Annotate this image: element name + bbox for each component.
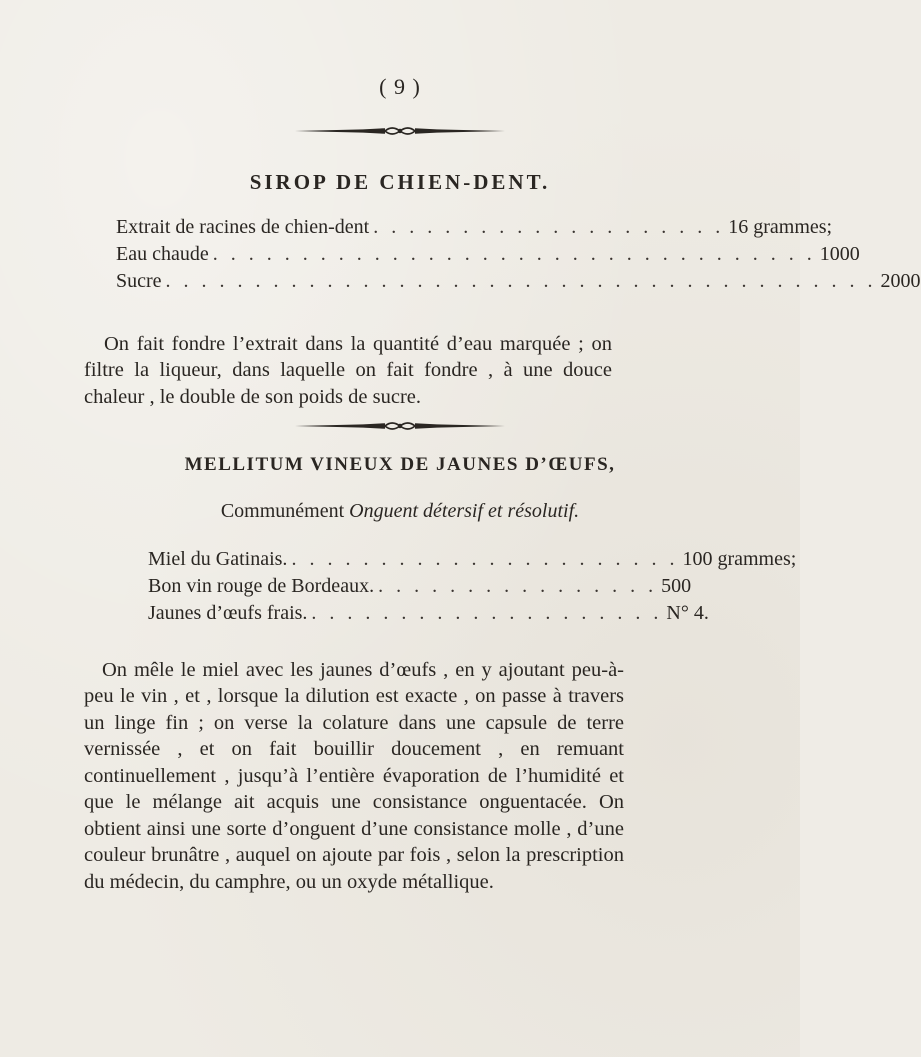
ingredient-list-sirop — [116, 214, 921, 295]
ingredient-quantity: 100 grammes; — [682, 548, 797, 570]
ingredient-quantity: 500 — [661, 575, 692, 597]
instructions-paragraph-mellitum: On mêle le miel avec les jaunes d’œufs , en y ajoutant peu-à-peu le vin , et , lorsque la dilution est exacte , on passe à travers un linge fin ; on verse la colature dans une capsule de terre vernissée , et on fait bouillir doucement , en remuant continuellement , jusqu’à l’entière évaporation de l’humidité et que le mélange ait acquis une consistance onguentacée. On obtient ainsi une sorte d’onguent d’une consistance molle , d’une couleur brunâtre , auquel on ajoute par fois , selon la prescription du médecin, du camphre, ou un oxyde métallique. — [84, 658, 624, 893]
ingredient-name: Miel du Gatinais. — [148, 548, 288, 570]
recipe-title-mellitum: MELLITUM VINEUX DE JAUNES D’ŒUFS, — [184, 454, 616, 475]
leader-dots: . . . . . . . . . . . . . . . . — [378, 575, 658, 597]
ingredient-name: Extrait de racines de chien-dent — [116, 216, 370, 238]
ingredient-name: Jaunes d’œufs frais. — [148, 602, 308, 624]
ingredient-quantity: N° 4. — [666, 602, 709, 624]
ingredient-row — [116, 241, 860, 268]
ingredient-quantity: 1000 — [819, 243, 860, 265]
ingredient-row — [116, 214, 833, 241]
ingredient-quantity: 16 grammes; — [728, 216, 833, 238]
ornamental-rule-top — [0, 124, 800, 138]
page-number: ( 9 ) — [379, 74, 421, 99]
ingredient-row — [148, 573, 692, 600]
subtitle-italic: Onguent détersif et résolutif. — [349, 500, 580, 522]
ornament-divider-icon — [293, 124, 507, 138]
ornament-divider-icon — [293, 419, 507, 433]
ingredient-name: Sucre — [116, 270, 162, 292]
subtitle-prefix: Communément — [220, 500, 345, 522]
ingredient-row — [148, 600, 709, 627]
ingredient-quantity: 2000 — [880, 270, 921, 292]
ingredient-row — [148, 546, 797, 573]
ornamental-rule-middle — [0, 419, 800, 433]
leader-dots: . . . . . . . . . . . . . . . . . . . . . . . . . . . . . . . . . . . . . . . . — [165, 270, 877, 292]
leader-dots: . . . . . . . . . . . . . . . . . . . . — [373, 216, 725, 238]
instructions-paragraph-sirop: On fait fondre l’extrait dans la quantité d’eau marquée ; on filtre la liqueur, dans laquelle on fait fondre , à une douce chaleur , le double de son poids de sucre. — [84, 332, 612, 408]
recipe-subtitle — [0, 500, 800, 523]
leader-dots: . . . . . . . . . . . . . . . . . . . . . . . . . . . . . . . . . . — [212, 243, 816, 265]
ingredient-name: Eau chaude — [116, 243, 209, 265]
ingredient-name: Bon vin rouge de Bordeaux. — [148, 575, 375, 597]
ingredient-list-mellitum — [148, 546, 797, 627]
leader-dots: . . . . . . . . . . . . . . . . . . . . — [311, 602, 663, 624]
recipe-title-sirop: SIROP DE CHIEN-DENT. — [249, 170, 551, 194]
leader-dots: . . . . . . . . . . . . . . . . . . . . . . — [291, 548, 679, 570]
ingredient-row — [116, 268, 921, 295]
